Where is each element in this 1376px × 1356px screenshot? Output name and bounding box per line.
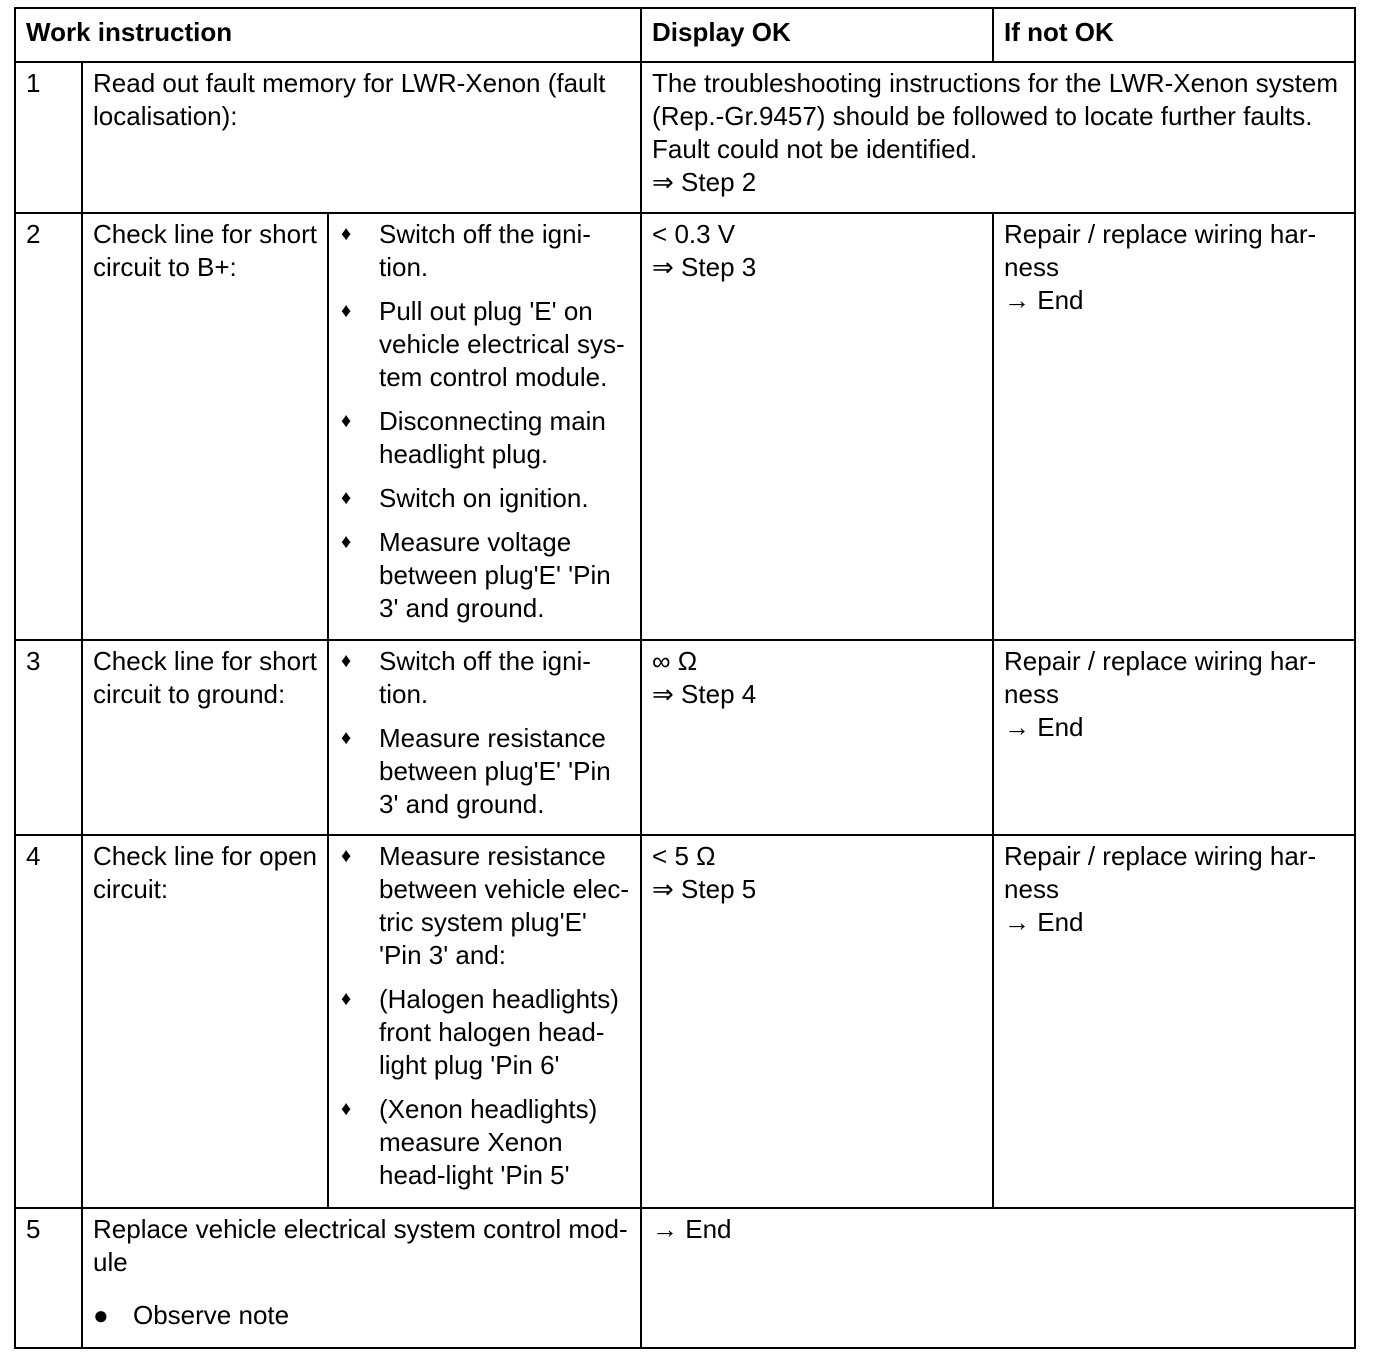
display-ok-value: < 0.3 V bbox=[652, 219, 736, 249]
diamond-bullet-icon: ♦ bbox=[341, 531, 352, 553]
display-ok-cell bbox=[641, 213, 993, 640]
diamond-bullet-icon: ♦ bbox=[341, 650, 352, 672]
table-header-row bbox=[15, 8, 1355, 62]
display-ok-value: ∞ Ω bbox=[652, 646, 698, 676]
next-step-link: ⇒ Step 5 bbox=[652, 874, 757, 904]
table-row bbox=[15, 62, 1355, 213]
work-instruction-table bbox=[14, 7, 1356, 1349]
end-link: → End bbox=[652, 1214, 732, 1244]
end-link: → End bbox=[1004, 712, 1084, 742]
header-work-instruction: Work instruction bbox=[15, 8, 641, 62]
instruction-cell: Check line for open circuit: bbox=[82, 835, 328, 1208]
list-item: ♦ Switch on ignition. bbox=[341, 483, 589, 513]
next-step-link: ⇒ Step 2 bbox=[652, 167, 757, 197]
dot-bullet-icon: ● bbox=[93, 1300, 109, 1330]
diamond-bullet-icon: ♦ bbox=[341, 487, 352, 509]
if-not-ok-text: Repair / replace wiring har-ness bbox=[1004, 646, 1317, 709]
diamond-bullet-icon: ♦ bbox=[341, 1098, 352, 1120]
if-not-ok-cell bbox=[993, 640, 1355, 835]
end-link: → End bbox=[1004, 285, 1084, 315]
diamond-bullet-icon: ♦ bbox=[341, 727, 352, 749]
list-item: ♦ Disconnecting main headlight plug. bbox=[341, 406, 606, 469]
step-number: 2 bbox=[15, 213, 82, 640]
procedure-cell bbox=[328, 640, 641, 835]
if-not-ok-cell bbox=[993, 213, 1355, 640]
header-if-not-ok: If not OK bbox=[993, 8, 1355, 62]
diamond-bullet-icon: ♦ bbox=[341, 223, 352, 245]
note-text: Observe note bbox=[133, 1300, 290, 1330]
instruction-cell bbox=[82, 1208, 641, 1348]
table-row bbox=[15, 213, 1355, 640]
instruction-cell: Check line for short circuit to B+: bbox=[82, 213, 328, 640]
note-item bbox=[93, 1299, 631, 1332]
diamond-bullet-icon: ♦ bbox=[341, 988, 352, 1010]
display-ok-text: The troubleshooting instructions for the LWR-Xenon system (Rep.-Gr.9457) should be followed to locate further faults. bbox=[652, 68, 1338, 131]
if-not-ok-text: Repair / replace wiring har-ness bbox=[1004, 219, 1317, 282]
diamond-bullet-icon: ♦ bbox=[341, 845, 352, 867]
display-ok-cell bbox=[641, 640, 993, 835]
step-number: 1 bbox=[15, 62, 82, 213]
procedure-cell bbox=[328, 213, 641, 640]
display-ok-value: < 5 Ω bbox=[652, 841, 716, 871]
list-item: ♦ Measure voltage between plug'E' 'Pin 3' and ground. bbox=[341, 527, 611, 623]
step-number: 4 bbox=[15, 835, 82, 1208]
display-ok-cell bbox=[641, 835, 993, 1208]
table-row bbox=[15, 640, 1355, 835]
list-item: ♦ Switch off the igni-tion. bbox=[341, 646, 591, 709]
list-item: ♦ (Halogen headlights) front halogen head-light plug 'Pin 6' bbox=[341, 984, 619, 1080]
next-step-link: ⇒ Step 4 bbox=[652, 679, 757, 709]
procedure-cell bbox=[328, 835, 641, 1208]
table-row bbox=[15, 1208, 1355, 1348]
procedure-list bbox=[339, 840, 631, 1192]
instruction-cell: Check line for short circuit to ground: bbox=[82, 640, 328, 835]
instruction-text: Replace vehicle electrical system control mod-ule bbox=[93, 1214, 628, 1277]
step-number: 5 bbox=[15, 1208, 82, 1348]
display-ok-text: Fault could not be identified. bbox=[652, 134, 978, 164]
display-ok-cell bbox=[641, 62, 1355, 213]
list-item: ♦ (Xenon headlights) measure Xenon head-light 'Pin 5' bbox=[341, 1094, 598, 1190]
table-row bbox=[15, 835, 1355, 1208]
list-item: ♦ Measure resistance between vehicle elec-tric system plug'E' 'Pin 3' and: bbox=[341, 841, 630, 970]
diamond-bullet-icon: ♦ bbox=[341, 300, 352, 322]
diamond-bullet-icon: ♦ bbox=[341, 410, 352, 432]
procedure-list bbox=[339, 218, 631, 625]
list-item: ♦ Measure resistance between plug'E' 'Pin 3' and ground. bbox=[341, 723, 611, 819]
instruction-cell: Read out fault memory for LWR-Xenon (fault localisation): bbox=[82, 62, 641, 213]
header-display-ok: Display OK bbox=[641, 8, 993, 62]
step-number: 3 bbox=[15, 640, 82, 835]
end-link: → End bbox=[1004, 907, 1084, 937]
procedure-list bbox=[339, 645, 631, 821]
if-not-ok-text: Repair / replace wiring har-ness bbox=[1004, 841, 1317, 904]
list-item: ♦ Switch off the igni-tion. bbox=[341, 219, 591, 282]
if-not-ok-cell bbox=[993, 835, 1355, 1208]
list-item: ♦ Pull out plug 'E' on vehicle electrical sys-tem control module. bbox=[341, 296, 625, 392]
display-ok-cell bbox=[641, 1208, 1355, 1348]
next-step-link: ⇒ Step 3 bbox=[652, 252, 757, 282]
